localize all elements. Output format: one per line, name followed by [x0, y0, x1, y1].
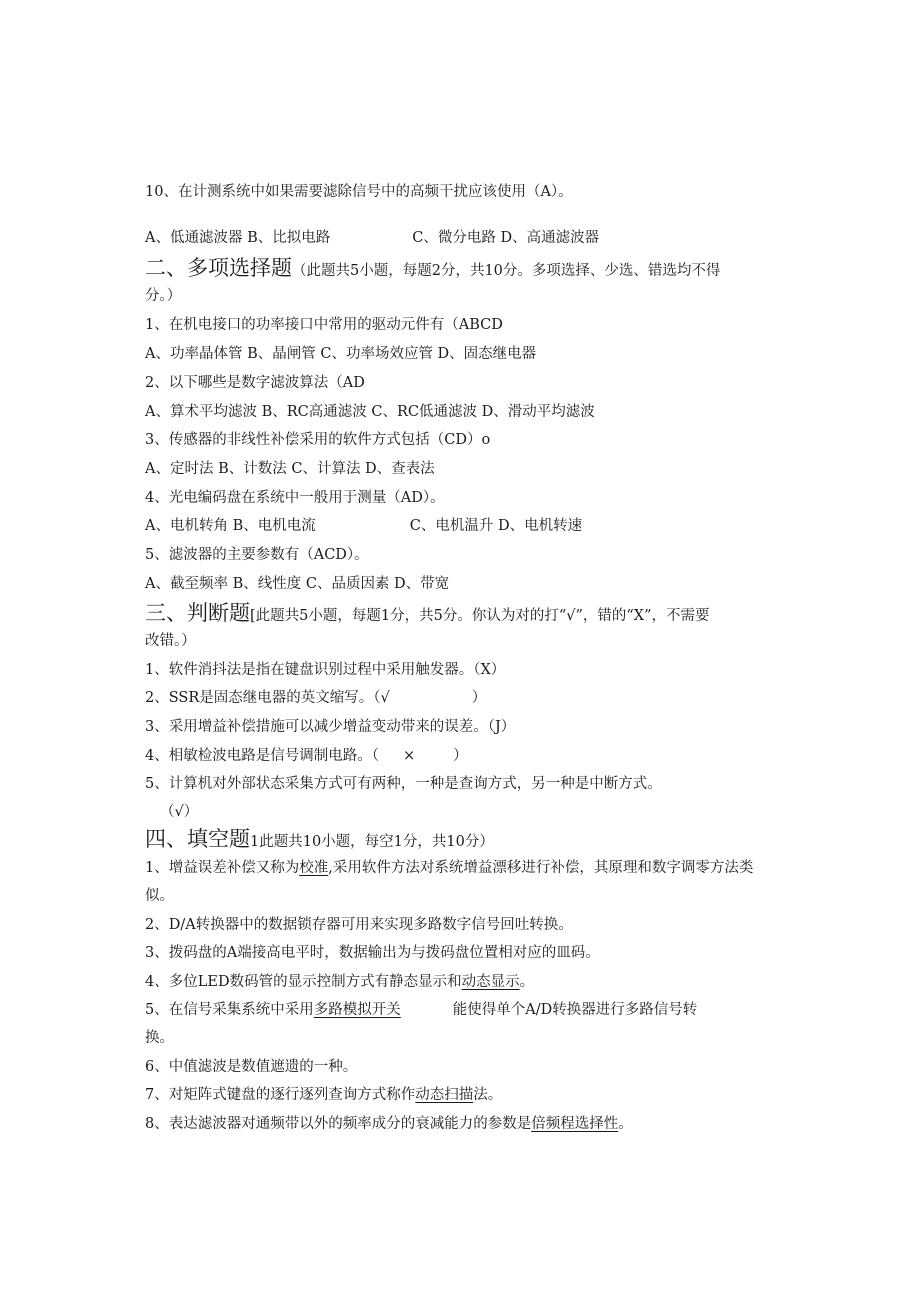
fill-answer-4: 动态显示: [461, 974, 520, 990]
tf-item-5: 5、计算机对外部状态采集方式可有两种，一种是查询方式，另一种是中断方式。: [145, 776, 662, 792]
fill-answer-1: 校准: [299, 860, 329, 876]
fill-answer-7: 动态扫描: [415, 1087, 474, 1103]
section-3-heading: [145, 600, 710, 629]
mc-question-5: 5、滤波器的主要参数有（ACD）。: [145, 547, 369, 563]
tf-item-4: 4、相敏检波电路是信号调制电路。（ × ）: [145, 748, 468, 764]
fill-item-1-cont: 似。: [145, 888, 174, 904]
section-4-title: 四、填空题: [145, 827, 250, 851]
section-3-note: [此题共5小题，每题1分，共5分。你认为对的打“√”，错的“X”，不需要: [250, 608, 710, 624]
mc-options-5: A、截至频率 B、线性度 C、品质因素 D、带宽: [145, 576, 450, 592]
section-3-note-cont: 改错。）: [145, 633, 196, 649]
section-3-title: 三、判断题: [145, 601, 250, 625]
fill-item-2: 2、D/A转换器中的数据锁存器可用来实现多路数字信号回吐转换。: [145, 917, 573, 933]
tf-item-3: 3、采用增益补偿措施可以减少增益变动带来的误差。（J）: [145, 719, 516, 735]
mc-question-1: 1、在机电接口的功率接口中常用的驱动元件有（ABCD: [145, 317, 503, 333]
mc-options-3: A、定时法 B、计数法 C、计算法 D、查表法: [145, 461, 435, 477]
fill-item-7: 7、对矩阵式键盘的逐行逐列查询方式称作动态扫描法。: [145, 1087, 503, 1103]
fill-answer-5: 多路模拟开关: [313, 1002, 401, 1018]
fill-item-6: 6、中值滤波是数值遮遗的一种。: [145, 1059, 358, 1075]
tf-item-2: 2、SSR是固态继电器的英文缩写。（√ ）: [145, 690, 487, 706]
section-2-note-cont: 分。）: [145, 288, 182, 304]
tf-item-1: 1、软件消抖法是指在键盘识别过程中采用触发器。（X）: [145, 662, 506, 678]
mc-question-4: 4、光电编码盘在系统中一般用于测量（AD）。: [145, 490, 445, 506]
section-4-heading: [145, 826, 494, 855]
question-10: 10、在计测系统中如果需要滤除信号中的高频干扰应该使用（A）。: [145, 184, 573, 200]
fill-item-5: 5、在信号采集系统中采用多路模拟开关 能使得单个A/D转换器进行多路信号转: [145, 1002, 698, 1018]
mc-options-4: A、电机转角 B、电机电流 C、电机温升 D、电机转速: [145, 518, 583, 534]
mc-options-1: A、功率晶体管 B、晶闸管 C、功率场效应管 D、固态继电器: [145, 346, 537, 362]
question-10-options: A、低通滤波器 B、比拟电路 C、微分电路 D、高通滤波器: [145, 230, 600, 246]
section-2-heading: [145, 255, 720, 284]
mc-options-2: A、算术平均滤波 B、RC高通滤波 C、RC低通滤波 D、滑动平均滤波: [145, 404, 595, 420]
fill-item-1: 1、增益误差补偿又称为校准,采用软件方法对系统增益漂移进行补偿，其原理和数字调零方法类: [145, 860, 754, 876]
fill-item-4: 4、多位LED数码管的显示控制方式有静态显示和动态显示。: [145, 974, 535, 990]
fill-item-5-cont: 换。: [145, 1030, 174, 1046]
fill-answer-8: 倍频程选择性: [531, 1116, 619, 1132]
fill-item-8: 8、表达滤波器对通频带以外的频率成分的衰减能力的参数是倍频程选择性。: [145, 1116, 633, 1132]
tf-item-5-answer: （√）: [160, 804, 199, 820]
mc-question-2: 2、以下哪些是数字滤波算法（AD: [145, 375, 365, 391]
fill-item-3: 3、拨码盘的A端接高电平时，数据输出为与拨码盘位置相对应的皿码。: [145, 945, 600, 961]
section-4-note: 1此题共10小题，每空1分，共10分）: [250, 834, 494, 850]
mc-question-3: 3、传感器的非线性补偿采用的软件方式包括（CD）o: [145, 432, 491, 448]
section-2-note: （此题共5小题，每题2分，共10分。多项选择、少选、错选均不得: [292, 263, 721, 279]
section-2-title: 二、多项选择题: [145, 256, 292, 280]
